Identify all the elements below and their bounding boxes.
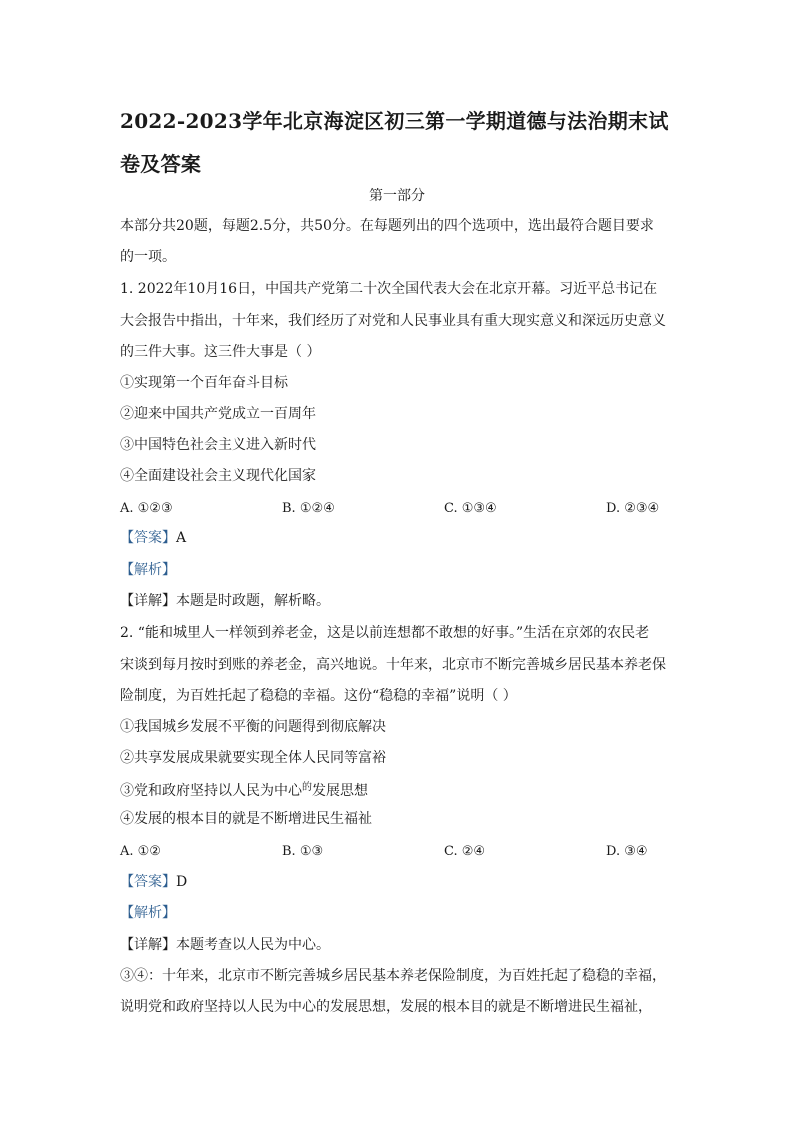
q1-answer-tag: 【答案】: [120, 530, 176, 546]
q2-explain-line1: ③④：十年来，北京市不断完善城乡居民基本养老保险制度，为百姓托起了稳稳的幸福，: [120, 968, 666, 984]
q2-item-2: ②共享发展成果就要实现全体人民同等富裕: [120, 750, 386, 766]
q2-option-c: C. ②④: [444, 844, 486, 859]
q2-item-1: ①我国城乡发展不平衡的问题得到彻底解决: [120, 719, 386, 735]
q1-detail-tag: 【详解】: [120, 593, 176, 609]
q2-answer-tag: 【答案】: [120, 874, 176, 890]
q1-option-b: B. ①②④: [282, 501, 335, 516]
q1-option-d: D. ②③④: [606, 501, 660, 516]
q2-answer-value: D: [176, 874, 188, 890]
q2-stem-line2: 宋谈到每月按时到账的养老金，高兴地说。十年来，北京市不断完善城乡居民基本养老保: [120, 657, 666, 673]
q1-detail: [120, 591, 330, 611]
q2-stem-line1: 2. “能和城里人一样领到养老金，这是以前连想都不敢想的好事。”生活在京郊的农民老: [120, 625, 650, 641]
q2-item-3-pre: ③党和政府坚持以人民为中心: [120, 783, 302, 799]
q2-item-3: [120, 781, 368, 803]
q2-item-4: ④发展的根本目的就是不断增进民生福祉: [120, 811, 372, 827]
q2-detail-text: 本题考查以人民为中心。: [176, 937, 330, 953]
q1-answer-value: A: [176, 530, 187, 546]
q1-analysis: [120, 560, 176, 580]
q2-analysis-tag: 【解析】: [120, 905, 176, 921]
q1-answer: [120, 528, 186, 548]
section-intro-line2: 的一项。: [120, 249, 176, 265]
q2-option-a: A. ①②: [120, 844, 161, 859]
q2-answer: [120, 872, 187, 892]
q1-detail-text: 本题是时政题，解析略。: [176, 593, 330, 609]
q2-stem-line3: 险制度，为百姓托起了稳稳的幸福。这份“稳稳的幸福”说明（ ）: [120, 688, 517, 704]
q1-option-c: C. ①③④: [444, 501, 497, 516]
document-title-line1: 2022-2023学年北京海淀区初三第一学期道德与法治期末试: [120, 109, 669, 133]
q2-option-b: B. ①③: [282, 844, 324, 859]
q2-item-3-sup: 的: [302, 782, 312, 793]
q1-item-4: ④全面建设社会主义现代化国家: [120, 468, 316, 484]
q1-option-a: A. ①②③: [120, 501, 173, 516]
q1-stem-line2: 大会报告中指出，十年来，我们经历了对党和人民事业具有重大现实意义和深远历史意义: [120, 313, 666, 329]
section-intro-line1: 本部分共20题，每题2.5分，共50分。在每题列出的四个选项中，选出最符合题目要求: [120, 218, 654, 234]
q1-analysis-tag: 【解析】: [120, 562, 176, 578]
q2-detail-tag: 【详解】: [120, 937, 176, 953]
q1-item-3: ③中国特色社会主义进入新时代: [120, 437, 316, 453]
q1-stem-line1: 1. 2022年10月16日，中国共产党第二十次全国代表大会在北京开幕。习近平总书记在: [120, 281, 658, 297]
q2-option-d: D. ③④: [606, 844, 648, 859]
q1-stem-line3: 的三件大事。这三件大事是（ ）: [120, 344, 321, 360]
q1-item-2: ②迎来中国共产党成立一百周年: [120, 406, 316, 422]
q2-analysis: [120, 903, 176, 923]
q2-item-3-post: 发展思想: [312, 783, 368, 799]
q2-explain-line2: 说明党和政府坚持以人民为中心的发展思想，发展的根本目的就是不断增进民生福祉，: [120, 999, 652, 1015]
document-title-line2: 卷及答案: [120, 152, 202, 176]
q2-detail: [120, 935, 330, 955]
section-heading: 第一部分: [369, 188, 425, 204]
q1-item-1: ①实现第一个百年奋斗目标: [120, 375, 288, 391]
